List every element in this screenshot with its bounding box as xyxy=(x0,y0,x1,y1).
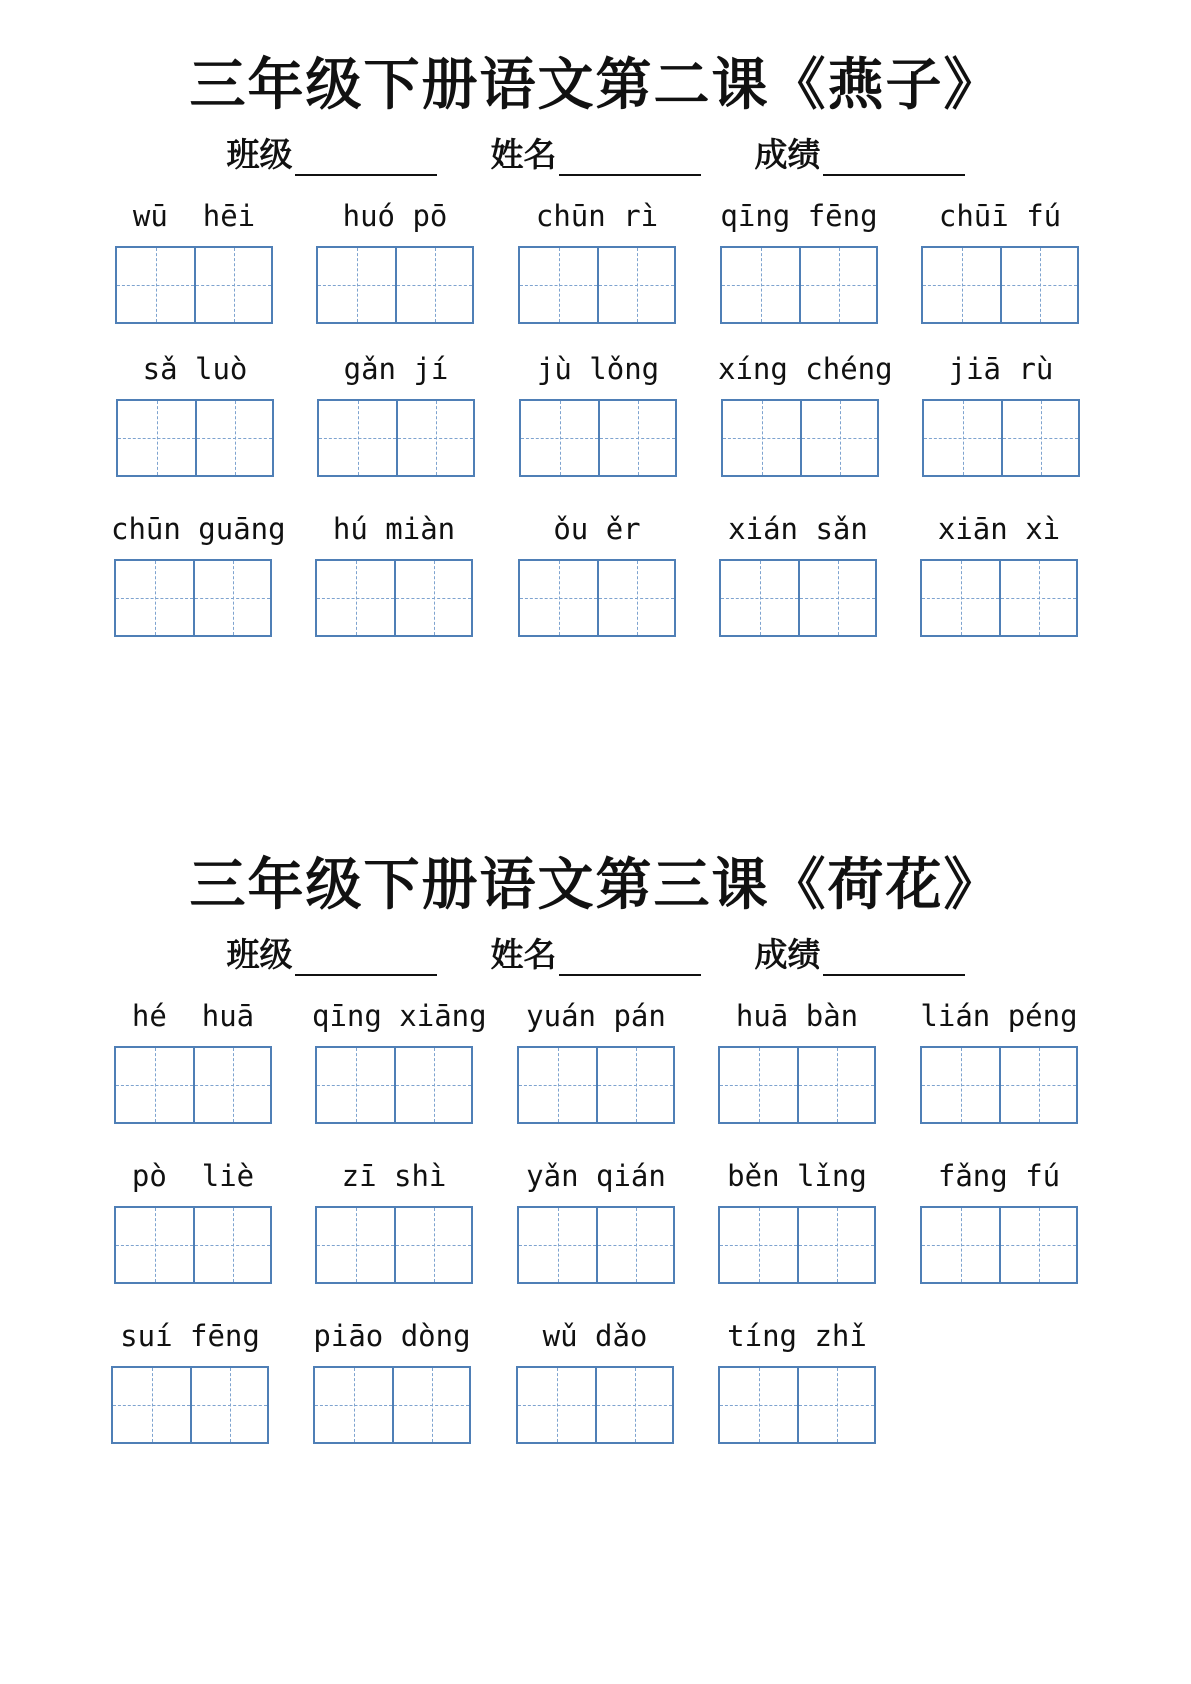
char-box[interactable] xyxy=(923,248,1000,322)
score-field xyxy=(755,126,965,176)
writing-grid[interactable] xyxy=(516,1366,674,1444)
char-box[interactable] xyxy=(317,1208,394,1282)
word-cell xyxy=(314,349,478,477)
writing-grid[interactable] xyxy=(114,559,272,637)
char-box[interactable] xyxy=(394,1208,471,1282)
writing-grid[interactable] xyxy=(518,559,676,637)
word-cell xyxy=(111,1156,275,1284)
class-input-line[interactable] xyxy=(295,936,437,976)
char-box[interactable] xyxy=(922,1048,999,1122)
char-box[interactable] xyxy=(596,1048,673,1122)
pinyin-label: fǎng fú xyxy=(937,1159,1061,1193)
char-box[interactable] xyxy=(194,248,271,322)
char-box[interactable] xyxy=(798,561,875,635)
pinyin-label: hé huā xyxy=(131,999,255,1033)
char-box[interactable] xyxy=(597,561,674,635)
name-field xyxy=(491,126,701,176)
pinyin-label: sǎ luò xyxy=(142,352,248,386)
char-box[interactable] xyxy=(520,248,597,322)
pinyin-label: tíng zhǐ xyxy=(727,1319,867,1353)
student-info-row xyxy=(0,926,1191,976)
word-cell xyxy=(715,1156,879,1284)
word-cell xyxy=(108,1316,272,1444)
writing-grid[interactable] xyxy=(721,399,879,477)
score-label: 成绩 xyxy=(754,135,821,174)
writing-grid[interactable] xyxy=(317,399,475,477)
pinyin-label: chūn rì xyxy=(535,199,659,233)
char-box[interactable] xyxy=(116,561,193,635)
char-box[interactable] xyxy=(999,561,1076,635)
writing-grid[interactable] xyxy=(719,559,877,637)
char-box[interactable] xyxy=(519,1208,596,1282)
writing-grid[interactable] xyxy=(315,1206,473,1284)
word-cell xyxy=(716,509,880,637)
pinyin-label: zī shì xyxy=(341,1159,447,1193)
char-box[interactable] xyxy=(720,1208,797,1282)
char-box[interactable] xyxy=(797,1368,874,1442)
word-cell xyxy=(917,509,1081,637)
char-box[interactable] xyxy=(315,1368,392,1442)
word-cell xyxy=(312,509,476,637)
char-box[interactable] xyxy=(394,561,471,635)
writing-grid[interactable] xyxy=(718,1046,876,1124)
char-box[interactable] xyxy=(720,1368,797,1442)
char-box[interactable] xyxy=(922,1208,999,1282)
char-box[interactable] xyxy=(922,561,999,635)
writing-grid[interactable] xyxy=(114,1046,272,1124)
name-input-line[interactable] xyxy=(559,936,701,976)
char-box[interactable] xyxy=(116,1208,193,1282)
writing-grid[interactable] xyxy=(519,399,677,477)
char-box[interactable] xyxy=(193,1048,270,1122)
pinyin-label: qīng fēng xyxy=(720,199,878,233)
pinyin-label: xíng chéng xyxy=(718,352,893,386)
char-box[interactable] xyxy=(193,1208,270,1282)
pinyin-label: gǎn jí xyxy=(343,352,449,386)
pinyin-label: xián sǎn xyxy=(728,512,868,546)
score-input-line[interactable] xyxy=(823,136,965,176)
char-box[interactable] xyxy=(118,401,195,475)
word-cell xyxy=(917,996,1081,1124)
name-label: 姓名 xyxy=(490,935,557,974)
char-box[interactable] xyxy=(319,401,396,475)
class-label: 班级 xyxy=(226,935,293,974)
writing-grid[interactable] xyxy=(315,559,473,637)
class-label: 班级 xyxy=(226,135,293,174)
lesson-title: 三年级下册语文第二课《燕子》 xyxy=(189,52,1002,118)
char-box[interactable] xyxy=(797,1048,874,1122)
writing-grid[interactable] xyxy=(922,399,1080,477)
char-box[interactable] xyxy=(597,248,674,322)
student-info-row xyxy=(0,126,1191,176)
writing-grid[interactable] xyxy=(316,246,474,324)
char-box[interactable] xyxy=(518,1368,595,1442)
word-cell xyxy=(715,1316,879,1444)
lesson-title: 三年级下册语文第三课《荷花》 xyxy=(189,852,1002,918)
char-box[interactable] xyxy=(1000,248,1077,322)
char-box[interactable] xyxy=(396,401,473,475)
char-box[interactable] xyxy=(598,401,675,475)
score-input-line[interactable] xyxy=(823,936,965,976)
pinyin-label: qīng xiāng xyxy=(312,999,487,1033)
pinyin-label: jù lǒng xyxy=(536,352,660,386)
writing-grid[interactable] xyxy=(518,246,676,324)
char-box[interactable] xyxy=(800,401,877,475)
writing-grid[interactable] xyxy=(921,246,1079,324)
pinyin-label: huā bàn xyxy=(735,999,859,1033)
pinyin-label: suí fēng xyxy=(120,1319,260,1353)
char-box[interactable] xyxy=(113,1368,190,1442)
char-box[interactable] xyxy=(195,401,272,475)
pinyin-label: běn lǐng xyxy=(727,1159,867,1193)
char-box[interactable] xyxy=(190,1368,267,1442)
char-box[interactable] xyxy=(193,561,270,635)
pinyin-label: wū hēi xyxy=(132,199,256,233)
writing-grid[interactable] xyxy=(920,1206,1078,1284)
char-box[interactable] xyxy=(395,248,472,322)
word-cell xyxy=(111,996,275,1124)
char-box[interactable] xyxy=(317,1048,394,1122)
pinyin-label: hú miàn xyxy=(332,512,456,546)
writing-grid[interactable] xyxy=(718,1366,876,1444)
writing-grid[interactable] xyxy=(115,246,273,324)
writing-grid[interactable] xyxy=(315,1046,473,1124)
pinyin-label: yuán pán xyxy=(526,999,666,1033)
word-cell xyxy=(917,1156,1081,1284)
word-cell xyxy=(514,1156,678,1284)
char-box[interactable] xyxy=(317,561,394,635)
word-cell xyxy=(718,349,893,477)
writing-grid[interactable] xyxy=(517,1206,675,1284)
writing-grid[interactable] xyxy=(114,1206,272,1284)
writing-grid[interactable] xyxy=(720,246,878,324)
char-box[interactable] xyxy=(520,561,597,635)
pinyin-label: jiā rù xyxy=(948,352,1054,386)
char-box[interactable] xyxy=(1001,401,1078,475)
word-cell xyxy=(919,349,1083,477)
char-box[interactable] xyxy=(722,248,799,322)
pinyin-label: chūn guāng xyxy=(111,512,286,546)
word-cell xyxy=(717,196,881,324)
char-box[interactable] xyxy=(723,401,800,475)
word-cell xyxy=(113,349,277,477)
score-field xyxy=(755,926,965,976)
pinyin-label: wǔ dǎo xyxy=(542,1319,648,1353)
class-field xyxy=(227,926,437,976)
writing-grid[interactable] xyxy=(920,1046,1078,1124)
pinyin-label: lián péng xyxy=(920,999,1078,1033)
char-box[interactable] xyxy=(797,1208,874,1282)
writing-grid[interactable] xyxy=(517,1046,675,1124)
word-cell xyxy=(310,1316,474,1444)
writing-grid[interactable] xyxy=(313,1366,471,1444)
pinyin-label: yǎn qián xyxy=(526,1159,666,1193)
word-cell xyxy=(111,509,286,637)
writing-grid[interactable] xyxy=(116,399,274,477)
char-box[interactable] xyxy=(595,1368,672,1442)
word-cell xyxy=(312,996,487,1124)
word-cell xyxy=(313,196,477,324)
word-cell xyxy=(514,996,678,1124)
writing-grid[interactable] xyxy=(718,1206,876,1284)
writing-grid[interactable] xyxy=(111,1366,269,1444)
char-box[interactable] xyxy=(116,1048,193,1122)
word-cell xyxy=(918,196,1082,324)
class-field xyxy=(227,126,437,176)
pinyin-label: huó pō xyxy=(342,199,448,233)
name-input-line[interactable] xyxy=(559,136,701,176)
word-cell xyxy=(515,509,679,637)
pinyin-label: piāo dòng xyxy=(313,1319,471,1353)
writing-grid[interactable] xyxy=(920,559,1078,637)
lesson-section xyxy=(0,50,1191,750)
word-cell xyxy=(516,349,680,477)
char-box[interactable] xyxy=(721,561,798,635)
pinyin-label: chūī fú xyxy=(938,199,1062,233)
char-box[interactable] xyxy=(318,248,395,322)
char-box[interactable] xyxy=(519,1048,596,1122)
char-box[interactable] xyxy=(394,1048,471,1122)
char-box[interactable] xyxy=(999,1048,1076,1122)
word-cell xyxy=(112,196,276,324)
word-cell xyxy=(312,1156,476,1284)
name-field xyxy=(491,926,701,976)
char-box[interactable] xyxy=(799,248,876,322)
char-box[interactable] xyxy=(999,1208,1076,1282)
word-cell xyxy=(715,996,879,1124)
pinyin-label: xiān xì xyxy=(937,512,1061,546)
score-label: 成绩 xyxy=(754,935,821,974)
char-box[interactable] xyxy=(596,1208,673,1282)
name-label: 姓名 xyxy=(490,135,557,174)
char-box[interactable] xyxy=(392,1368,469,1442)
pinyin-label: ǒu ěr xyxy=(553,512,641,546)
char-box[interactable] xyxy=(117,248,194,322)
lesson-section xyxy=(0,850,1191,1550)
class-input-line[interactable] xyxy=(295,136,437,176)
pinyin-label: pò liè xyxy=(131,1159,255,1193)
char-box[interactable] xyxy=(521,401,598,475)
word-cell xyxy=(513,1316,677,1444)
char-box[interactable] xyxy=(720,1048,797,1122)
word-cell xyxy=(515,196,679,324)
char-box[interactable] xyxy=(924,401,1001,475)
